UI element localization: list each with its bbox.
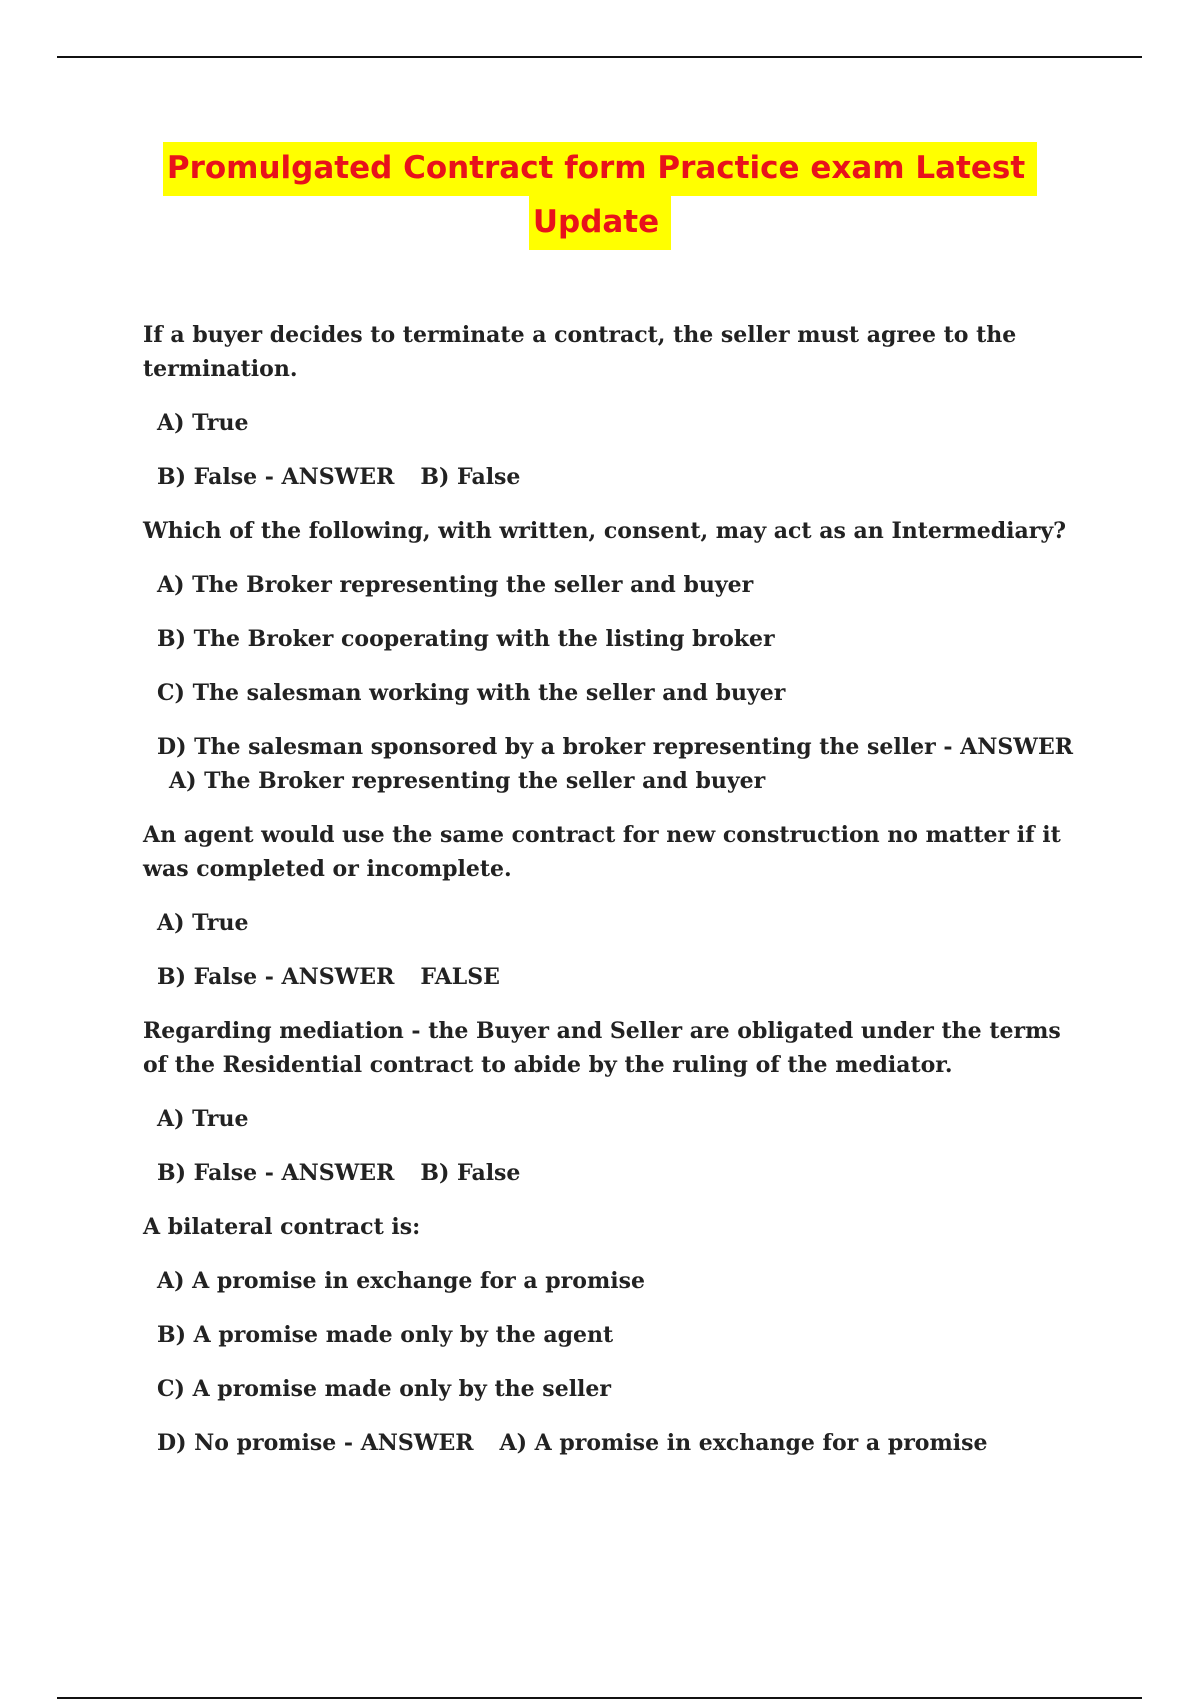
option: B) The Broker cooperating with the listing broker: [157, 626, 775, 652]
answer-option: B) False - ANSWER: [157, 464, 395, 490]
answer-value: FALSE: [420, 964, 500, 990]
footer-rule: [57, 1697, 1142, 1699]
header-rule: [57, 56, 1142, 58]
answer-option: D) The salesman sponsored by a broker representing the seller - ANSWER: [157, 734, 1074, 760]
answer-option: B) False - ANSWER: [157, 1160, 395, 1186]
answer-value: B) False: [420, 1160, 521, 1186]
question-text: An agent would use the same contract for new construction no matter if it was completed or incomplete.: [143, 822, 1061, 882]
document-title: [0, 142, 1200, 250]
answer-option: B) False - ANSWER: [157, 964, 395, 990]
question-text: A bilateral contract is:: [143, 1214, 421, 1240]
title-line-1: Promulgated Contract form Practice exam Latest: [163, 142, 1037, 196]
question-text: Which of the following, with written, consent, may act as an Intermediary?: [143, 518, 1067, 544]
question-text: If a buyer decides to terminate a contract, the seller must agree to the termination.: [143, 322, 1017, 382]
option: C) The salesman working with the seller and buyer: [157, 680, 786, 706]
option: A) A promise in exchange for a promise: [157, 1268, 645, 1294]
option: B) A promise made only by the agent: [157, 1322, 614, 1348]
option: A) True: [157, 910, 249, 936]
question-text: Regarding mediation - the Buyer and Seller are obligated under the terms of the Residential contract to abide by the ruling of the mediator.: [143, 1018, 1061, 1078]
option: A) True: [157, 1106, 249, 1132]
answer-line: [157, 1426, 1083, 1460]
answer-value: A) A promise in exchange for a promise: [499, 1430, 988, 1456]
title-line-2: Update: [529, 196, 671, 250]
option: A) The Broker representing the seller and buyer: [157, 572, 754, 598]
question-list: [143, 318, 1083, 1480]
answer-line: [157, 460, 1083, 494]
option: A) True: [157, 410, 249, 436]
answer-value: A) The Broker representing the seller and buyer: [169, 768, 766, 794]
answer-line: [157, 1156, 1083, 1190]
option: C) A promise made only by the seller: [157, 1376, 611, 1402]
answer-line: [157, 960, 1083, 994]
answer-value: B) False: [420, 464, 521, 490]
answer-line: [143, 730, 1083, 798]
answer-option: D) No promise - ANSWER: [157, 1430, 474, 1456]
